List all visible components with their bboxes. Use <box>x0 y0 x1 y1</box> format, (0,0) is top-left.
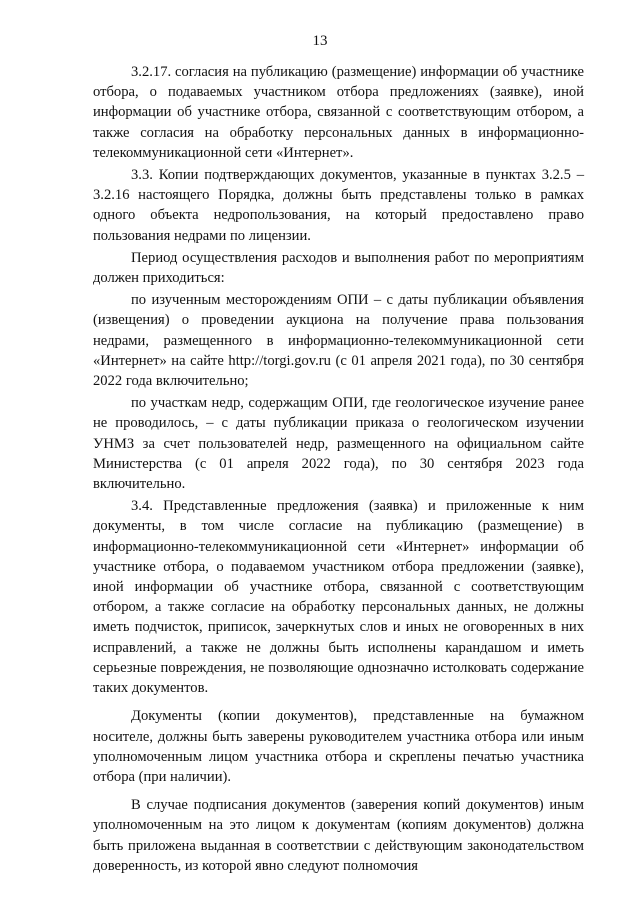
paragraph-3-4: 3.4. Представленные предложения (заявка) и приложенные к ним документы, в том числе согласие на публикацию (размещение) в информационно-телекоммуникационной сети «Интернет» информации об участнике отбора, о подаваемом участником отбора предложении (заявке), иной информации об участнике отбора, связанной с соответствующим отбором, а также согласие на обработку персональных данных, не должны иметь подчисток, приписок, зачеркнутых слов и иных не оговоренных в них исправлений, а также не должны быть исполнены карандашом и иметь серьезные повреждения, не позволяющие однозначно истолковать содержание таких документов. <box>93 498 584 697</box>
paragraph-period: Период осуществления расходов и выполнения работ по мероприятиям должен приходиться: <box>93 249 584 287</box>
paragraph-3-3: 3.3. Копии подтверждающих документов, указанные в пунктах 3.2.5 – 3.2.16 настоящего Порядка, должны быть представлены только в рамках одного объекта недропользования, на который предоставлено право пользования недрами по лицензии. <box>93 167 584 244</box>
paragraph-studied-deposits: по изученным месторождениям ОПИ – с даты публикации объявления (извещения) о проведении аукциона на получение права пользования недрами, размещенного в информационно-телекоммуникационной сети «Интернет» на сайте http://torgi.gov.ru (с 01 апреля 2021 года), по 30 сентября 2022 года включительно; <box>93 292 584 390</box>
paragraph-power-of-attorney: В случае подписания документов (заверения копий документов) иным уполномоченным на это лицом к документам (копиям документов) должна быть приложена выданная в соответствии с действующим законодательством доверенность, из которой явно следуют полномочия <box>93 797 584 874</box>
document-body <box>93 62 584 878</box>
paragraph-unstudied-areas: по участкам недр, содержащим ОПИ, где геологическое изучение ранее не проводилось, – с даты публикации приказа о геологическом изучении УНМЗ за счет пользователей недр, размещенного на официальном сайте Министерства (с 01 апреля 2022 года), по 30 сентября 2023 года включительно. <box>93 395 584 493</box>
paragraph-3-2-17: 3.2.17. согласия на публикацию (размещение) информации об участнике отбора, о подаваемых участником отбора предложениях (заявке), иной информации об участнике отбора, связанной с соответствующим отбором, а также согласия на обработку персональных данных в информационно-телекоммуникационной сети «Интернет». <box>93 64 584 161</box>
page-number: 13 <box>312 33 328 49</box>
paragraph-paper-documents: Документы (копии документов), представленные на бумажном носителе, должны быть заверены руководителем участника отбора или иным уполномоченным лицом участника отбора и скреплены печатью участника отбора (при наличии). <box>93 708 584 785</box>
